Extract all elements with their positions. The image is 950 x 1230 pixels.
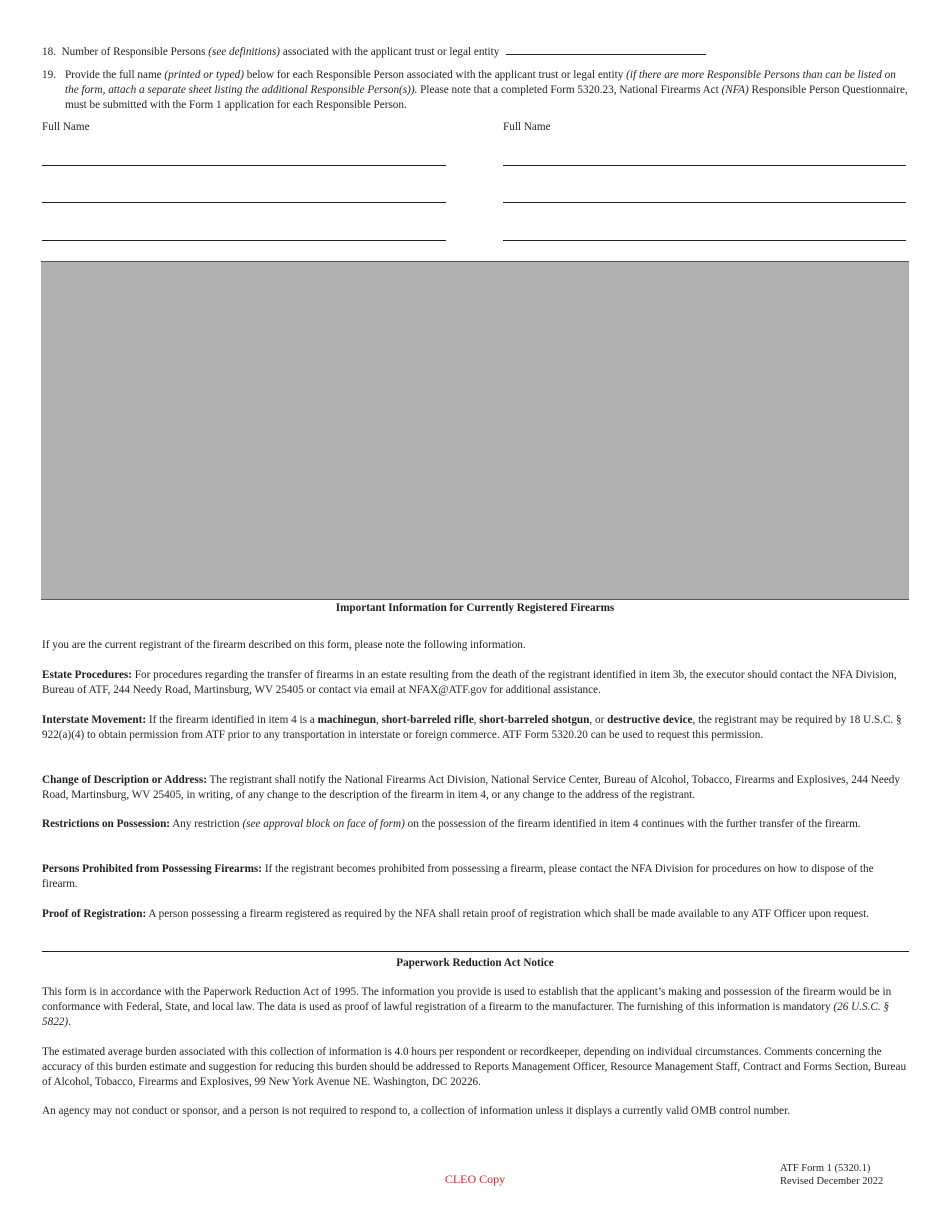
estate-procedures-title: Estate Procedures: xyxy=(42,669,132,681)
item-19-text-e: Please note that a completed Form 5320.23, National Firearms Act xyxy=(417,84,722,96)
full-name-label-left: Full Name xyxy=(42,121,90,133)
restrictions-on-possession xyxy=(42,817,908,832)
item-18-number: 18. xyxy=(42,46,56,58)
gray-reserved-block xyxy=(41,261,909,600)
item-19-text-b: (printed or typed) xyxy=(164,69,244,81)
persons-prohibited-title: Persons Prohibited from Possessing Firearms: xyxy=(42,863,263,875)
full-name-field-left-3[interactable] xyxy=(42,240,446,241)
item-19-text-g: Responsible Person Questionnaire, must be submitted with the Form 1 application for each Responsible Person. xyxy=(65,84,908,111)
change-of-description xyxy=(42,773,908,803)
item-19-text-d: (if there are more Responsible Persons than can be listed on the form, attach a separate sheet listing the additional Responsible Person(s)). xyxy=(65,69,896,96)
change-of-description-text: The registrant shall notify the National Firearms Act Division, National Service Center, Bureau of Alcohol, Tobacco, Firearms and Explosives, 244 Needy Road, Martinsburg, WV 25405, in writing, of any change to the description of the firearm in item 4, or any change to the address of the registrant. xyxy=(42,774,900,801)
paperwork-p1-end: . xyxy=(68,1016,71,1028)
interstate-text-a: If the firearm identified in item 4 is a xyxy=(146,714,318,726)
proof-of-registration xyxy=(42,907,908,922)
item-19 xyxy=(42,68,908,113)
section-divider xyxy=(42,951,909,952)
responsible-persons-count-field[interactable] xyxy=(506,44,706,55)
interstate-movement-title: Interstate Movement: xyxy=(42,714,147,726)
interstate-text-g: , or xyxy=(589,714,608,726)
persons-prohibited-text: If the registrant becomes prohibited from possessing a firearm, please contact the NFA Division for procedures on how to dispose of the firearm. xyxy=(42,863,874,890)
item-19-text-a: Provide the full name xyxy=(65,69,165,81)
item-18-text: Number of Responsible Persons xyxy=(61,46,209,58)
estate-procedures xyxy=(42,668,908,698)
paperwork-paragraph-1 xyxy=(42,985,908,1030)
form-number: ATF Form 1 (5320.1) xyxy=(780,1163,871,1174)
paperwork-paragraph-2: The estimated average burden associated with this collection of information is 4.0 hours per respondent or recordkeeper, depending on individual circumstances. Comments concerning the accuracy of this burden estimate and suggestion for reducing this burden should be addressed to Reports Management Officer, Resource Management Staff, Contract and Forms Section, Bureau of Alcohol, Tobacco, Firearms and Explosives, 99 New York Avenue NE. Washington, DC 20226. xyxy=(42,1046,907,1088)
item-19-text-f: (NFA) xyxy=(721,84,749,96)
important-intro: If you are the current registrant of the firearm described on this form, please note the following information. xyxy=(42,639,526,651)
interstate-text-c: , xyxy=(376,714,382,726)
interstate-destructive-device: destructive device xyxy=(607,714,693,726)
paperwork-heading: Paperwork Reduction Act Notice xyxy=(396,957,554,969)
paperwork-paragraph-3: An agency may not conduct or sponsor, and a person is not required to respond to, a collection of information unless it displays a currently valid OMB control number. xyxy=(42,1105,791,1117)
proof-of-registration-title: Proof of Registration: xyxy=(42,908,147,920)
item-19-text xyxy=(65,68,908,113)
proof-of-registration-text: A person possessing a firearm registered as required by the NFA shall retain proof of registration which shall be made available to any ATF Officer upon request. xyxy=(146,908,870,920)
restrictions-title: Restrictions on Possession: xyxy=(42,818,171,830)
item-19-number: 19. xyxy=(42,69,56,81)
item-18-italic: (see definitions) xyxy=(208,46,281,58)
copy-label: CLEO Copy xyxy=(444,1172,506,1186)
full-name-field-left-2[interactable] xyxy=(42,202,446,203)
full-name-field-right-1[interactable] xyxy=(503,165,906,166)
important-info-heading: Important Information for Currently Registered Firearms xyxy=(335,602,615,614)
item-18 xyxy=(42,44,912,60)
full-name-field-left-1[interactable] xyxy=(42,165,446,166)
paperwork-p1-citation: (26 U.S.C. § 5822) xyxy=(42,1001,890,1028)
interstate-sbs: short-barreled shotgun xyxy=(479,714,590,726)
form-identifier xyxy=(780,1162,883,1188)
change-of-description-title: Change of Description or Address: xyxy=(42,774,207,786)
full-name-field-right-2[interactable] xyxy=(503,202,906,203)
interstate-text-e: , xyxy=(473,714,480,726)
estate-procedures-text: For procedures regarding the transfer of firearms in an estate resulting from the death of the registrant identified in item 3b, the executor should contact the NFA Division, Bureau of ATF, 244 Needy Road, Martinsburg, WV 25405 or contact via email at NFAX@ATF.gov for additional assistance. xyxy=(42,669,897,696)
restrictions-text-b: (see approval block on face of form) xyxy=(242,818,405,830)
interstate-text-i: , the registrant may be required by 18 U.S.C. § 922(a)(4) to obtain permission from ATF prior to any transportation in interstate or foreign commerce. ATF Form 5320.20 can be used to request this permission. xyxy=(42,714,902,741)
interstate-sbr: short-barreled rifle xyxy=(381,714,474,726)
interstate-machinegun: machinegun xyxy=(317,714,376,726)
item-18-text-after: associated with the applicant trust or legal entity xyxy=(280,46,500,58)
full-name-label-right: Full Name xyxy=(503,121,551,133)
persons-prohibited xyxy=(42,862,908,892)
restrictions-text-a: Any restriction xyxy=(170,818,243,830)
restrictions-text-c: on the possession of the firearm identified in item 4 continues with the further transfer of the firearm. xyxy=(404,818,861,830)
interstate-movement xyxy=(42,713,908,743)
item-19-text-c: below for each Responsible Person associated with the applicant trust or legal entity xyxy=(243,69,627,81)
full-name-field-right-3[interactable] xyxy=(503,240,906,241)
form-revision: Revised December 2022 xyxy=(780,1176,884,1187)
paperwork-p1-text: This form is in accordance with the Paperwork Reduction Act of 1995. The information you provide is used to establish that the applicant’s making and possession of the firearm would be in conformance with Federal, State, and local law. The data is used as proof of lawful registration of a firearm to the manufacturer. The furnishing of this information is mandatory xyxy=(42,986,892,1013)
